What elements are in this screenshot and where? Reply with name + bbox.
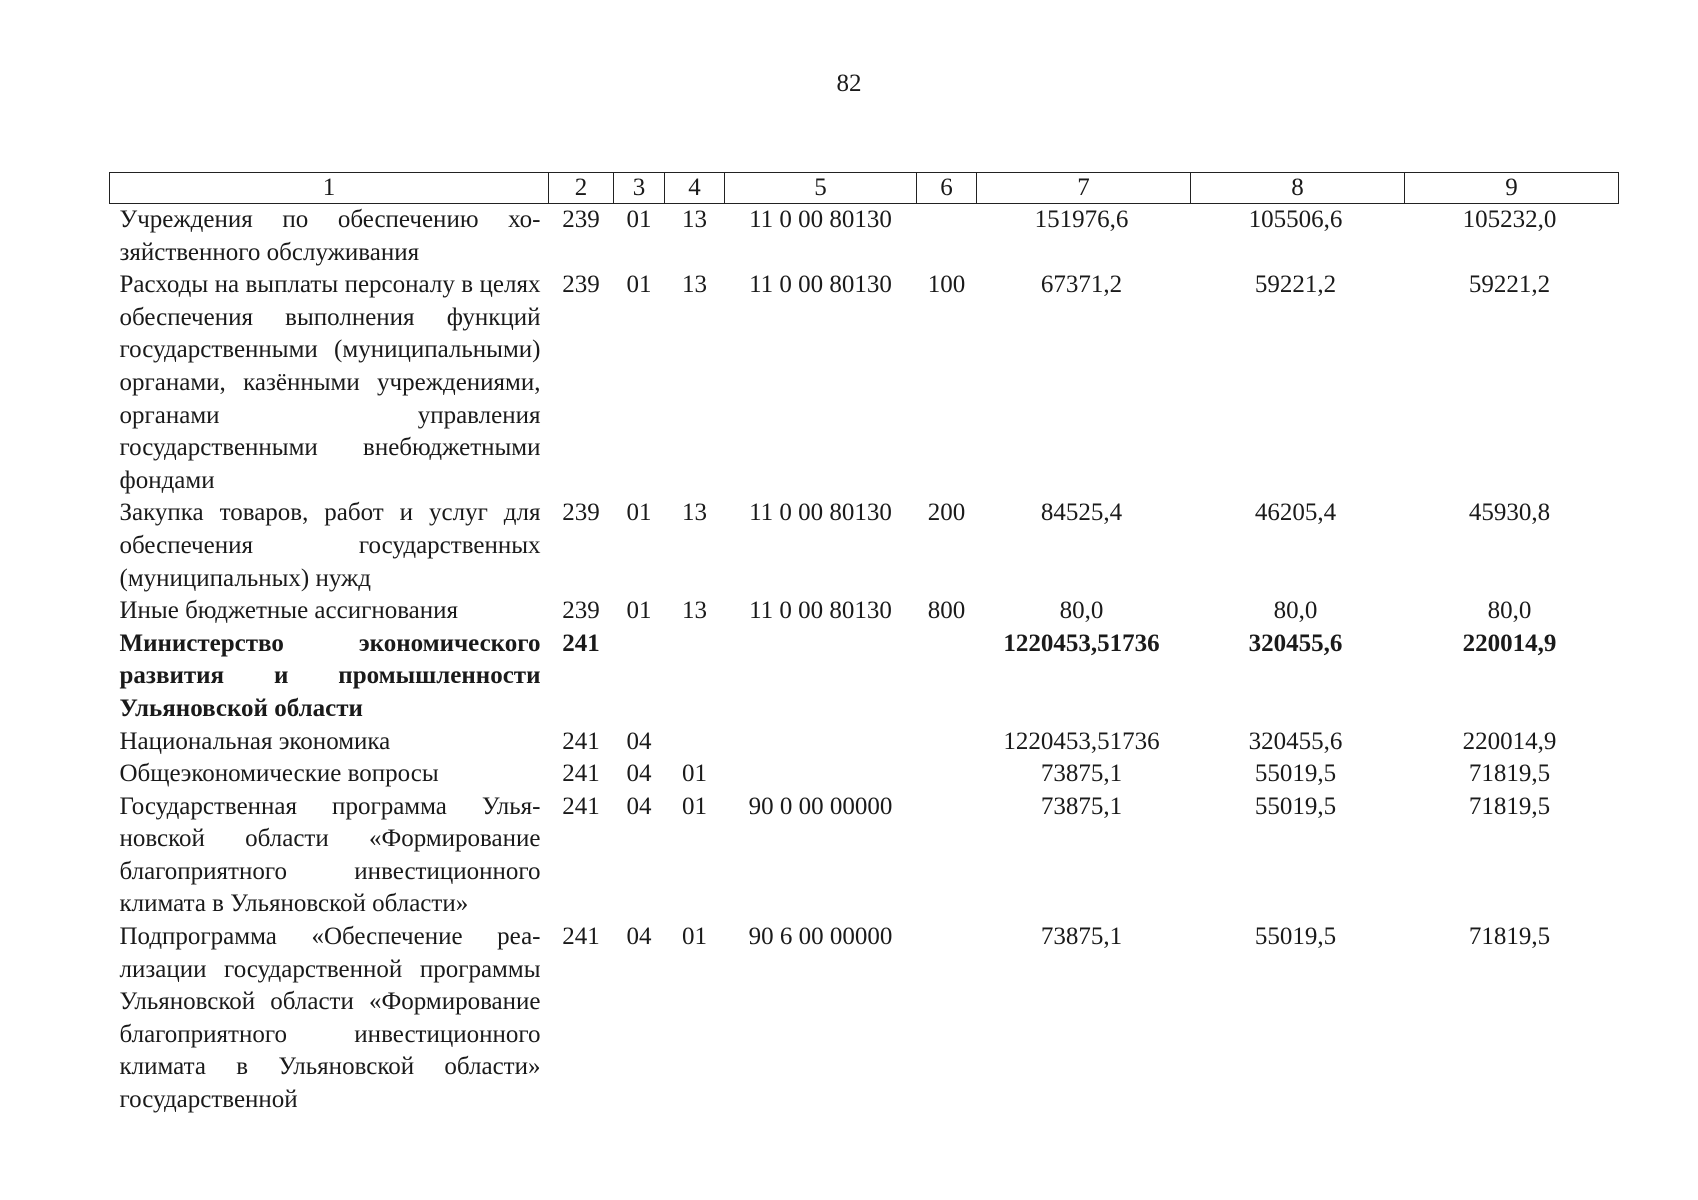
table-row [110,204,1619,270]
target-article-code [725,628,917,726]
amount-col-8: 55019,5 [1254,792,1337,820]
table-row [110,791,1619,921]
expense-type-code: 800 [927,597,966,625]
row-name: Подпрограмма «Обеспечение реализации государственной программы Ульяновской области «Формирование благоприятного инвестиционного климата в Ульяновской области» государственной [119,923,541,1114]
ministry-code: 241 [562,727,600,755]
target-article-code [725,726,917,759]
page-number: 82 [836,70,862,97]
subsection-code: 01 [682,792,707,820]
header-col-5: 5 [725,173,917,204]
amount-col-7: 1220453,51736 [1003,727,1160,755]
section-code: 04 [626,792,652,820]
header-col-8: 8 [1191,173,1405,204]
amount-col-8: 59221,2 [1254,271,1337,299]
header-col-1: 1 [110,173,549,204]
ministry-code: 239 [562,499,600,527]
amount-col-7: 84525,4 [1040,499,1123,527]
amount-col-8: 105506,6 [1248,206,1343,233]
subsection-code: 01 [682,923,707,951]
table-row [110,758,1619,791]
row-name: Учреждения по обеспечению хозяйственного обслуживания [119,206,541,266]
section-code [614,628,665,726]
table-row [110,921,1619,1117]
table-row [110,269,1619,497]
target-article-code: 11 0 00 80130 [749,597,892,625]
row-name: Министерство экономического развития и промышленности Ульяновской области [119,629,541,722]
ministry-code: 239 [562,206,600,233]
row-name: Общеэкономические вопросы [119,760,439,788]
target-article-code: 11 0 00 80130 [749,271,892,299]
expense-type-code: 200 [927,499,966,527]
amount-col-8: 55019,5 [1254,760,1337,788]
subsection-code: 01 [682,760,707,788]
table-row [110,595,1619,628]
amount-col-7: 151976,6 [1034,206,1129,233]
subsection-code [665,726,725,759]
table-row [110,726,1619,759]
amount-col-7: 73875,1 [1040,792,1123,820]
row-name: Иные бюджетные ассигнования [119,597,459,625]
section-code: 01 [626,499,652,527]
row-name: Расходы на выплаты персоналу в целях обеспечения выполнения функций государственными (муниципальными) органами, казёнными учреждениями, органами управления государственными внебюджетными фондами [119,271,541,494]
amount-col-8: 320455,6 [1248,727,1343,755]
amount-col-9: 45930,8 [1468,499,1551,527]
amount-col-7: 80,0 [1059,597,1104,625]
header-col-9: 9 [1405,173,1619,204]
expense-type-code [917,204,977,270]
ministry-code: 239 [562,597,600,625]
amount-col-9: 71819,5 [1468,792,1551,820]
section-code: 04 [626,727,652,755]
amount-col-7: 67371,2 [1040,271,1123,299]
target-article-code: 90 0 00 00000 [748,792,893,820]
amount-col-7: 73875,1 [1040,923,1123,951]
amount-col-8: 46205,4 [1254,499,1337,527]
ministry-code: 241 [562,629,600,657]
amount-col-9: 220014,9 [1462,727,1557,755]
row-name: Национальная экономика [119,727,391,755]
section-code: 01 [626,597,652,625]
header-col-4: 4 [665,173,725,204]
amount-col-9: 59221,2 [1468,271,1551,299]
table-row [110,628,1619,726]
expense-type-code [917,921,977,1117]
table-row [110,497,1619,595]
expense-type-code [917,726,977,759]
ministry-code: 241 [562,923,600,951]
subsection-code: 13 [682,597,707,625]
ministry-code: 241 [562,792,600,820]
budget-table [109,172,1619,1117]
section-code: 04 [626,923,652,951]
expense-type-code [917,628,977,726]
ministry-code: 241 [562,760,600,788]
header-col-7: 7 [977,173,1191,204]
amount-col-8: 320455,6 [1248,629,1343,657]
amount-col-7: 73875,1 [1040,760,1123,788]
target-article-code: 11 0 00 80130 [749,206,892,233]
section-code: 04 [626,760,652,788]
subsection-code [665,628,725,726]
expense-type-code: 100 [927,271,966,299]
section-code: 01 [626,271,652,299]
section-code: 01 [626,206,652,233]
target-article-code: 11 0 00 80130 [749,499,892,527]
header-col-6: 6 [917,173,977,204]
ministry-code: 239 [562,271,600,299]
amount-col-9: 80,0 [1487,597,1532,625]
subsection-code: 13 [682,499,707,527]
amount-col-9: 71819,5 [1468,923,1551,951]
amount-col-8: 80,0 [1273,597,1318,625]
subsection-code: 13 [682,206,707,233]
row-name: Закупка товаров, работ и услуг для обеспечения государственных (муниципальных) нужд [119,499,541,592]
amount-col-9: 105232,0 [1462,206,1557,233]
expense-type-code [917,791,977,921]
amount-col-9: 220014,9 [1462,629,1557,657]
table-header-row [110,173,1619,204]
amount-col-7: 1220453,51736 [1003,629,1160,657]
expense-type-code [917,758,977,791]
header-col-3: 3 [614,173,665,204]
header-col-2: 2 [549,173,614,204]
target-article-code: 90 6 00 00000 [748,923,893,951]
subsection-code: 13 [682,271,707,299]
amount-col-8: 55019,5 [1254,923,1337,951]
row-name: Государственная программа Ульяновской области «Формирование благоприятного инвестиционного климата в Ульяновской области» [119,792,541,918]
target-article-code [725,758,917,791]
amount-col-9: 71819,5 [1468,760,1551,788]
